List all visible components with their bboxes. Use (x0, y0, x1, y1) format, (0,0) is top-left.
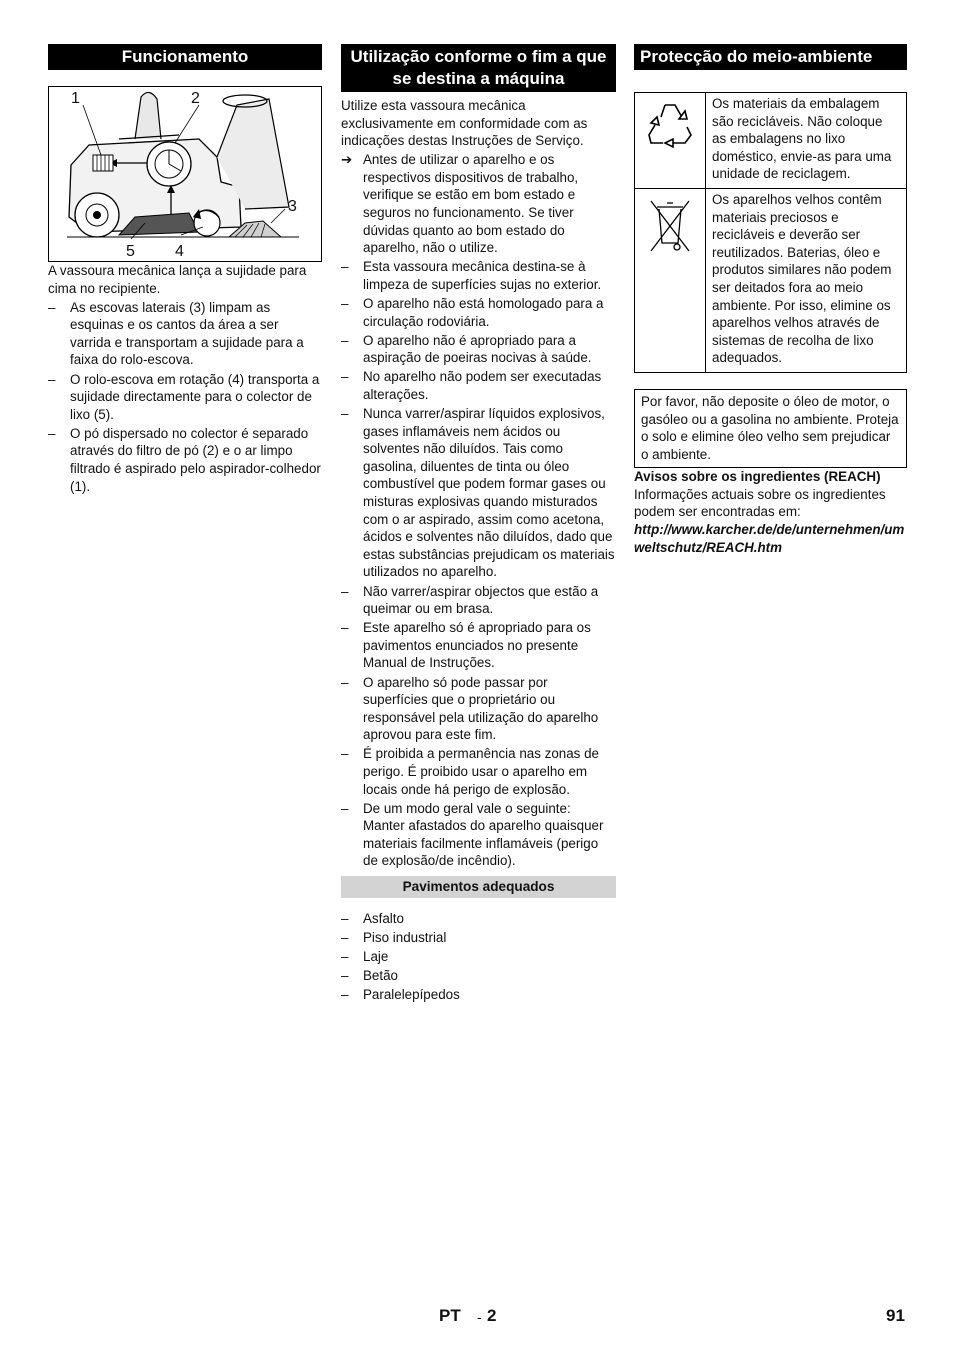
list-item: – Este aparelho só é apropriado para os pavimentos enunciados no presente Manual de Instruções. (341, 620, 591, 671)
utilizacao-list (341, 151, 616, 870)
dash-marker: – (341, 369, 349, 385)
dash-marker: – (341, 949, 349, 965)
pavimentos-list (341, 910, 616, 1004)
dash-marker: – (48, 425, 56, 441)
reach-text: Informações actuais sobre os ingredientes podem ser encontradas em: (634, 486, 886, 520)
recycle-icon (643, 97, 697, 151)
list-item: – Betão (341, 968, 398, 984)
list-item: – O rolo-escova em rotação (4) transporta a sujidade directamente para o colector de lixo (5). (48, 371, 320, 422)
weee-cell (635, 188, 706, 372)
column-ambiente (634, 44, 907, 556)
dash-marker: – (341, 620, 349, 636)
dash-marker: – (341, 583, 349, 599)
reach-title: Avisos sobre os ingredientes (REACH) (634, 469, 881, 485)
dash-marker: – (341, 259, 349, 275)
dash-marker: – (341, 968, 349, 984)
table-row (635, 188, 907, 372)
weee-text: Os aparelhos velhos contêm materiais preciosos e recicláveis e deverão ser reutilizados. Baterias, óleo e produtos similares não podem ser deitados fora ao meio ambiente. Por isso, elimine os aparelhos velhos através de sistemas de recolha de lixo adequados. (706, 188, 907, 372)
dash-marker: – (341, 987, 349, 1003)
sweeper-drawing (49, 87, 321, 261)
sweeper-illustration (48, 86, 322, 262)
callout-5: 5 (126, 243, 135, 260)
heading-funcionamento: Funcionamento (48, 44, 322, 70)
list-item: – O aparelho não está homologado para a circulação rodoviária. (341, 296, 604, 329)
recycle-text: Os materiais da embalagem são recicláveis. Não coloque as embalagens no lixo doméstico, envie-as para uma unidade de reciclagem. (706, 93, 907, 189)
footer-separator: - (477, 1309, 482, 1325)
dash-marker: – (341, 332, 349, 348)
subheading-pavimentos: Pavimentos adequados (341, 876, 616, 898)
list-item: – Piso industrial (341, 930, 447, 946)
dash-marker: – (341, 746, 349, 762)
dash-marker: – (341, 911, 349, 927)
list-item: – O pó dispersado no colector é separado através do filtro de pó (2) e o ar limpo filtrado é aspirado pelo aspirador-colhedor (1). (48, 425, 321, 494)
crossed-out-bin-icon (643, 193, 697, 259)
page-number: 91 (886, 1306, 905, 1325)
callout-2: 2 (191, 90, 200, 107)
dash-marker: – (341, 930, 349, 946)
footer-lang: PT (439, 1306, 461, 1325)
recycle-cell (635, 93, 706, 189)
table-row (635, 93, 907, 189)
funcionamento-list (48, 299, 322, 496)
list-item: – No aparelho não podem ser executadas alterações. (341, 369, 602, 402)
dash-marker: – (48, 299, 56, 315)
dash-marker: – (341, 406, 349, 422)
list-item: – Esta vassoura mecânica destina-se à limpeza de superfícies sujas no exterior. (341, 259, 602, 292)
dash-marker: – (48, 371, 56, 387)
list-item: – Não varrer/aspirar objectos que estão a queimar ou em brasa. (341, 583, 599, 617)
funcionamento-intro: A vassoura mecânica lança a sujidade para cima no recipiente. (48, 263, 307, 296)
list-item: – De um modo geral vale o seguinte: Manter afastados do aparelho quaisquer materiais facilmente inflamáveis (perigo de explosão/de incêndio). (341, 800, 604, 869)
dash-marker: – (341, 674, 349, 690)
list-item: – Laje (341, 949, 389, 965)
list-item: – É proibida a permanência nas zonas de perigo. É proibido usar o aparelho em locais onde há perigo de explosão. (341, 746, 599, 797)
callout-1: 1 (71, 90, 80, 107)
callout-3: 3 (288, 198, 297, 215)
footer-section-page: 2 (487, 1306, 497, 1325)
reach-link[interactable]: http://www.karcher.de/de/unternehmen/umweltschutz/REACH.htm (634, 522, 905, 555)
list-item: – O aparelho não é apropriado para a aspiração de poeiras nocivas à saúde. (341, 332, 592, 366)
environment-table (634, 92, 907, 373)
list-item: – As escovas laterais (3) limpam as esquinas e os cantos da área a ser varrida e transportam a sujidade para a faixa do rolo-escova. (48, 299, 304, 368)
list-item: – Asfalto (341, 911, 404, 927)
column-utilizacao (341, 44, 616, 1004)
heading-ambiente: Protecção do meio-ambiente (634, 44, 907, 70)
column-funcionamento (48, 44, 322, 495)
list-item: – Paralelepípedos (341, 987, 460, 1003)
dash-marker: – (341, 800, 349, 816)
list-item: – O aparelho só pode passar por superfícies que o proprietário ou responsável pela utilização do aparelho aprovou para este fim. (341, 674, 599, 743)
utilizacao-intro: Utilize esta vassoura mecânica exclusivamente em conformidade com as indicações destas Instruções de Serviço. (341, 98, 588, 149)
arrow-icon: ➔ (341, 152, 353, 168)
oil-notice: Por favor, não deposite o óleo de motor, o gasóleo ou a gasolina no ambiente. Proteja o solo e elimine óleo velho sem prejudicar o ambiente. (634, 389, 907, 468)
heading-utilizacao: Utilização conforme o fim a que se destina a máquina (341, 44, 616, 92)
list-item: – Nunca varrer/aspirar líquidos explosivos, gases inflamáveis nem ácidos ou solventes não diluídos. Tais como gasolina, diluentes de tinta ou óleo combustível que podem formar gases ou misturas explosivas quando misturados com o ar aspirado, assim como acetona, ácidos e solventes não diluídos, dado que estas substâncias prejudicam os materiais utilizados no aparelho. (341, 406, 615, 580)
dash-marker: – (341, 296, 349, 312)
callout-4: 4 (175, 243, 184, 260)
list-item-arrow: ➔ Antes de utilizar o aparelho e os respectivos dispositivos de trabalho, verifique se estão em bom estado e seguros no funcionamento. Se tiver dúvidas quanto ao bom estado do aparelho, não o utilize. (341, 152, 579, 256)
